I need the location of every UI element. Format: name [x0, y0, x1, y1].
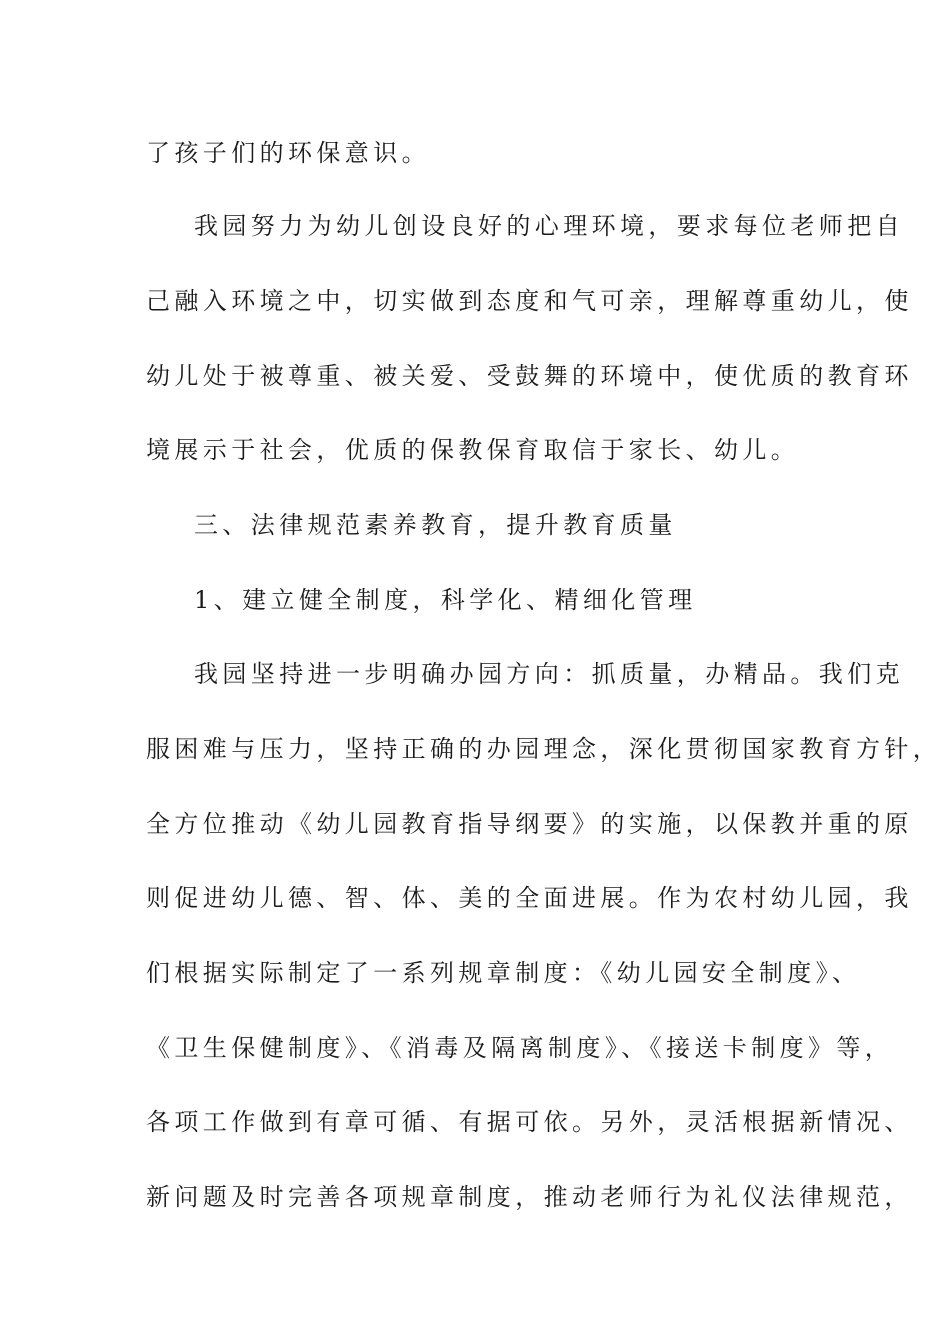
text-line: 则促进幼儿德、智、体、美的全面进展。作为农村幼儿园，我 — [146, 884, 913, 912]
text-line: 新问题及时完善各项规章制度，推动老师行为礼仪法律规范， — [146, 1183, 913, 1211]
text-line: 全方位推动《幼儿园教育指导纲要》的实施，以保教并重的原 — [146, 810, 913, 838]
paragraph-first-line: 我园坚持进一步明确办园方向：抓质量，办精品。我们克 — [194, 660, 904, 688]
paragraph-first-line: 我园努力为幼儿创设良好的心理环境，要求每位老师把自 — [194, 212, 904, 240]
text-line: 己融入环境之中，切实做到态度和气可亲，理解尊重幼儿，使 — [146, 287, 913, 315]
subsection-heading: 1、建立健全制度，科学化、精细化管理 — [194, 586, 697, 614]
text-line: 服困难与压力，坚持正确的办园理念，深化贯彻国家教育方针， — [146, 735, 942, 763]
text-line: 各项工作做到有章可循、有据可依。另外，灵活根据新情况、 — [146, 1108, 913, 1136]
text-line: 们根据实际制定了一系列规章制度：《幼儿园安全制度》、 — [146, 959, 861, 987]
text-line: 了孩子们的环保意识。 — [146, 139, 430, 167]
text-line: 《卫生保健制度》、《消毒及隔离制度》、《接送卡制度》等， — [146, 1034, 894, 1062]
text-line: 幼儿处于被尊重、被关爱、受鼓舞的环境中，使优质的教育环 — [146, 362, 913, 390]
section-heading: 三、法律规范素养教育，提升教育质量 — [194, 511, 677, 539]
text-line: 境展示于社会，优质的保教保育取信于家长、幼儿。 — [146, 436, 800, 464]
